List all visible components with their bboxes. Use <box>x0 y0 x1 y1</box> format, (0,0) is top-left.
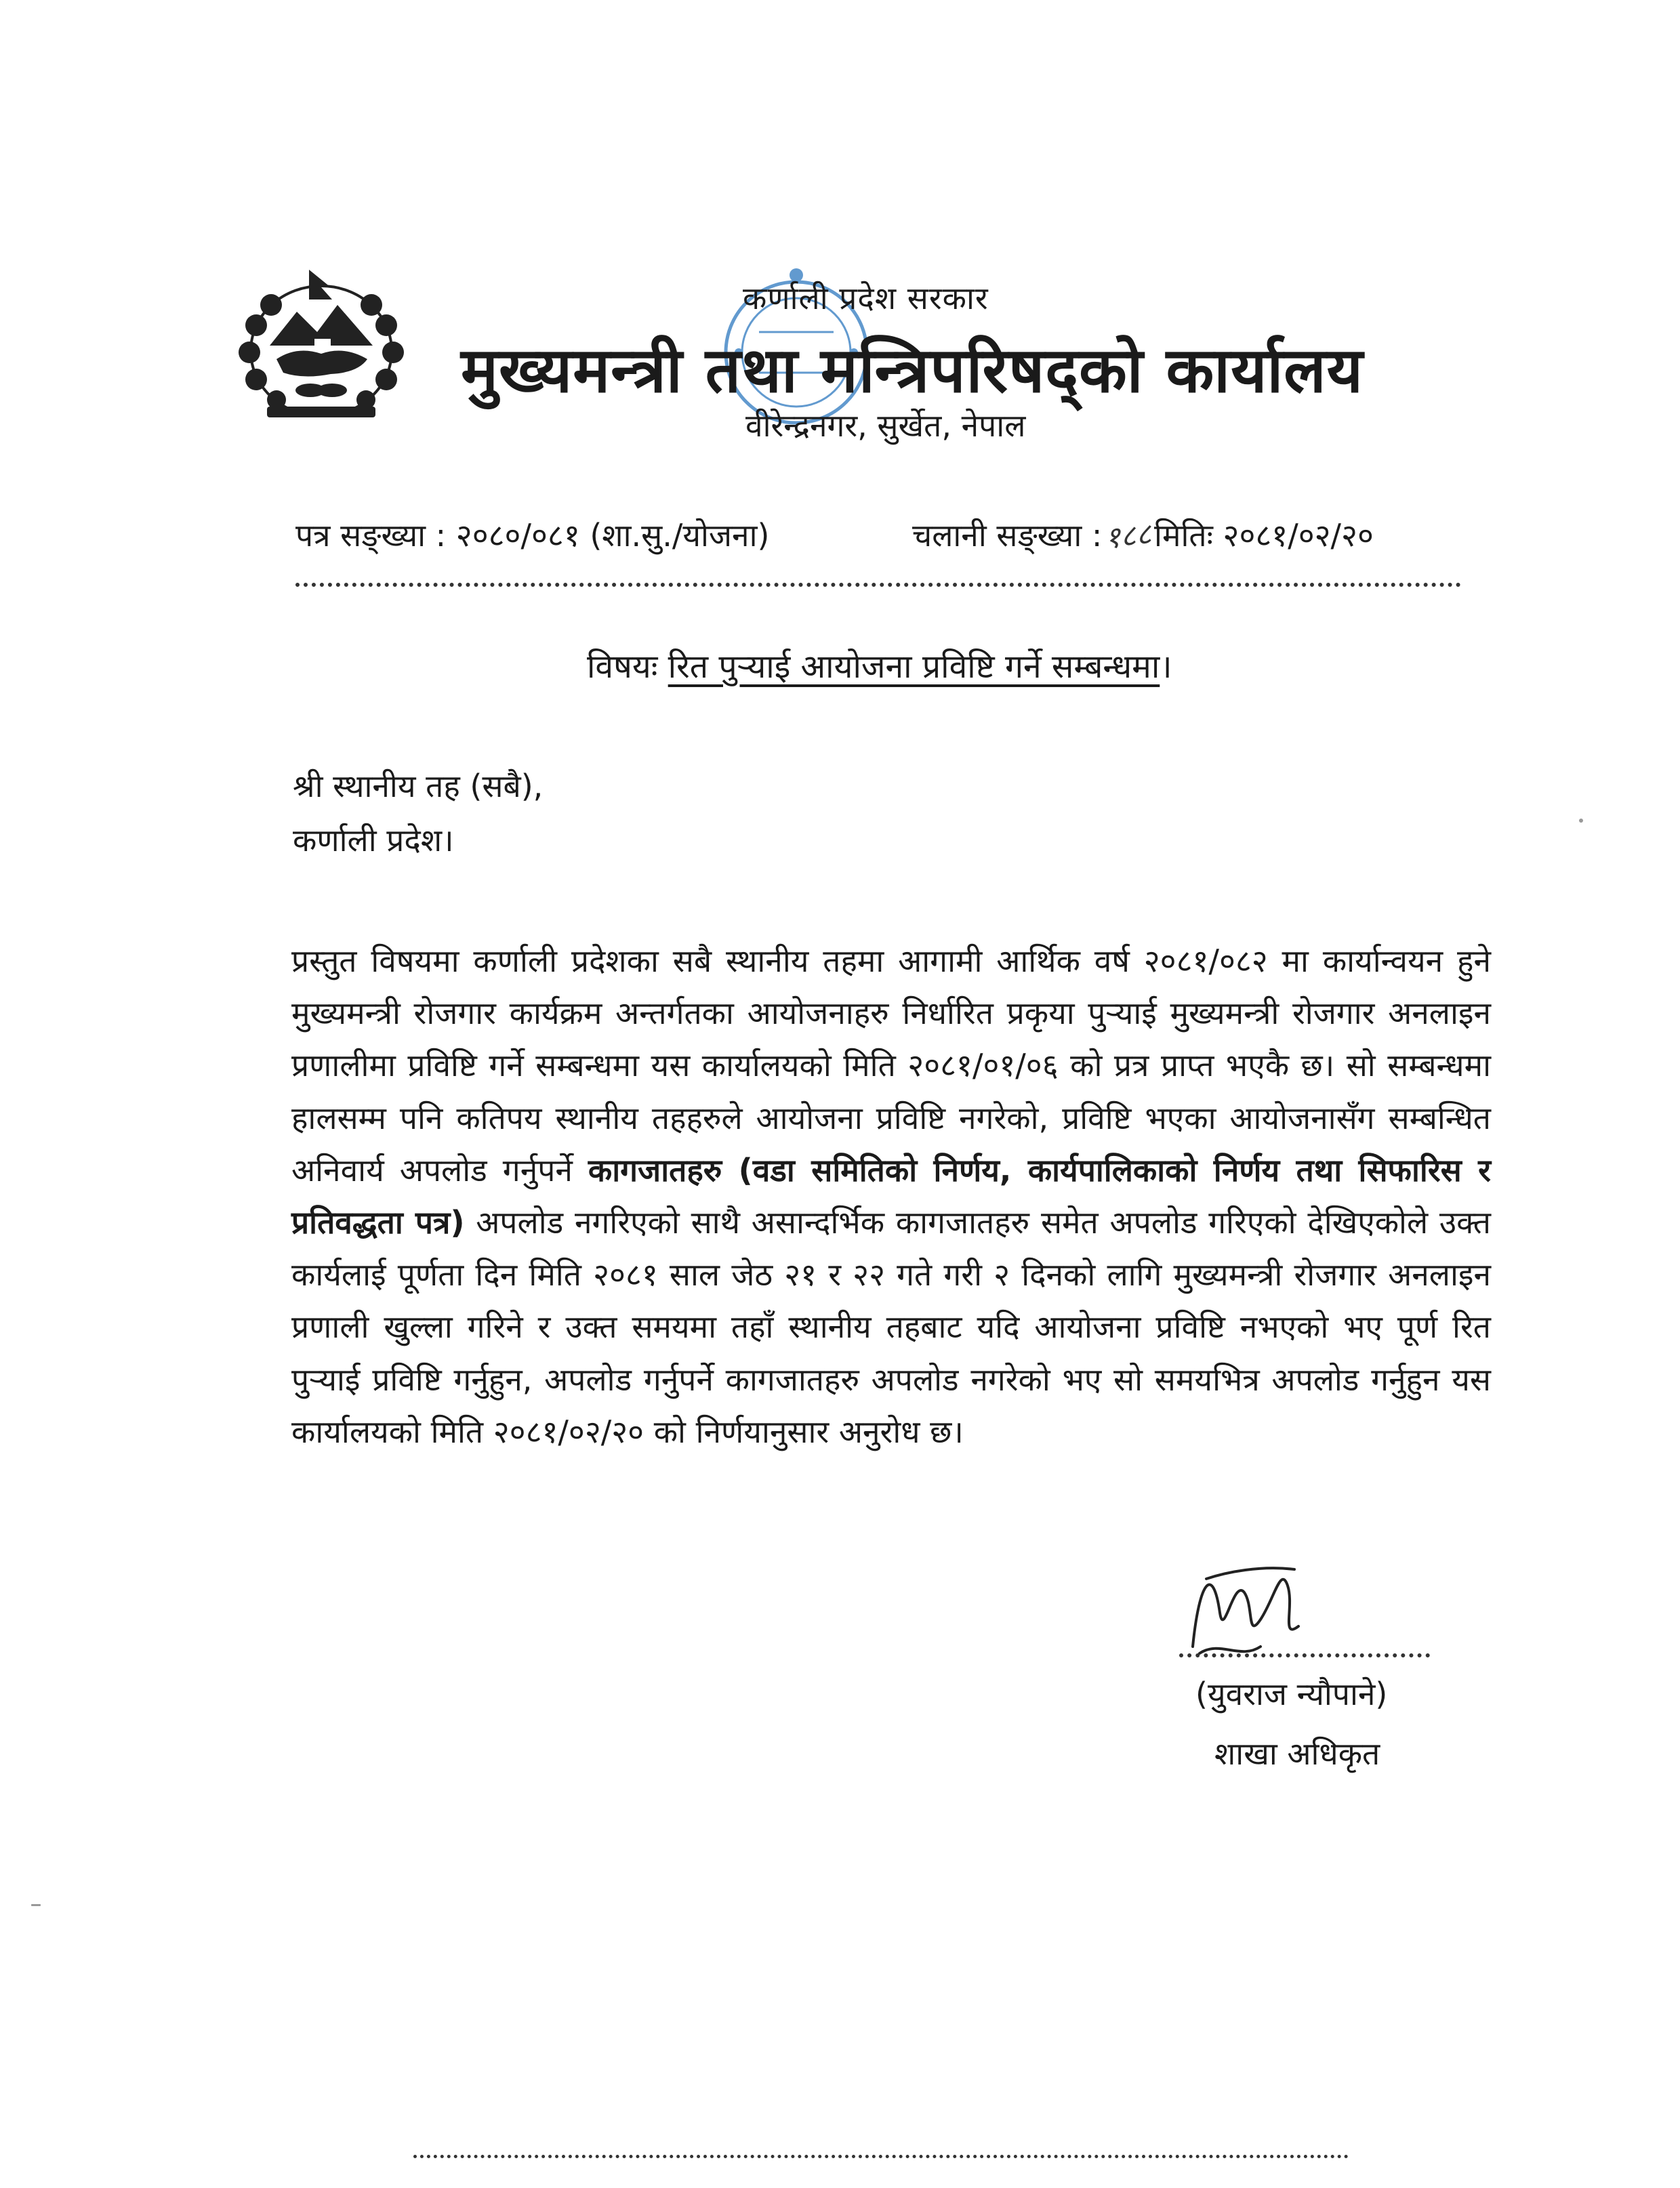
letter-number-value: २०८०/०८१ (शा.सु./योजना) <box>455 517 770 554</box>
body-part-2: अपलोड नगरिएको साथै असान्दर्भिक कागजातहरु समेत अपलोड गरिएको देखिएकोले उक्त कार्यलाई पूर्णता दिन मिति २०८१ साल जेठ २१ र २२ गते गरी २ दिनको लागि मुख्यमन्त्री रोजगार अनलाइन प्रणाली खुल्ला गरिने र उक्त समयमा तहाँ स्थानीय तहबाट यदि आयोजना प्रविष्टि नभएको भए पूर्ण रित पुऱ्याई प्रविष्टि गर्नुहुन, अपलोड गर्नुपर्ने कागजातहरु अपलोड नगरेको भए सो समयभित्र अपलोड गर्नुहुन यस कार्यालयको मिति २०८१/०२/२० को निर्णयानुसार अनुरोध छ। <box>291 1204 1491 1450</box>
dispatch-number-label: चलानी सङ्ख्या : <box>912 517 1103 554</box>
scan-speck <box>31 1904 41 1906</box>
body-part-1: प्रस्तुत विषयमा कर्णाली प्रदेशका सबै स्थानीय तहमा आगामी आर्थिक वर्ष २०८१/०८२ मा कार्यान्वयन हुने मुख्यमन्त्री रोजगार कार्यक्रम अन्तर्गतका आयोजनाहरु निर्धारित प्रकृया पुऱ्याई मुख्यमन्त्री रोजगार अनलाइन प्रणालीमा प्रविष्टि गर्ने सम्बन्धमा यस कार्यालयको मिति २०८१/०१/०६ को प्रत्र प्राप्त भएकै छ। सो सम्बन्धमा हालसम्म पनि कतिपय स्थानीय तहहरुले आयोजना प्रविष्टि नगरेको, प्रविष्टि भएका आयोजनासँग सम्बन्धित अनिवार्य अपलोड गर्नुपर्ने <box>291 943 1491 1189</box>
signatory-title: शाखा अधिकृत <box>1214 1735 1380 1772</box>
date-label: मितिः <box>1154 517 1213 554</box>
office-address: वीरेन्द्रनगर, सुर्खेत, नेपाल <box>745 407 1026 444</box>
scan-speck <box>1579 819 1583 823</box>
letter-number-label: पत्र सङ्ख्या : <box>295 517 447 554</box>
letter-body <box>291 935 1491 1458</box>
addressee <box>293 759 543 867</box>
date-value: २०८१/०२/२० <box>1223 517 1374 554</box>
addressee-line-2: कर्णाली प्रदेश। <box>293 822 454 859</box>
dispatch-and-date <box>912 514 1374 556</box>
subject-end: । <box>1160 648 1172 686</box>
signature-line <box>1179 1653 1430 1657</box>
reference-divider <box>295 583 1461 587</box>
addressee-line-1: श्री स्थानीय तह (सबै), <box>293 768 544 804</box>
footer-divider <box>413 2155 1349 2158</box>
subject-line <box>587 644 1172 688</box>
government-name: कर्णाली प्रदेश सरकार <box>743 280 989 316</box>
nepal-government-emblem-icon <box>229 264 413 427</box>
body-bold-documents: कागजातहरु (वडा समितिको निर्णय, कार्यपालिकाको निर्णय तथा सिफारिस र प्रतिवद्धता पत्र) <box>291 1151 1491 1241</box>
signatory-name: (युवराज न्यौपाने) <box>1195 1676 1388 1712</box>
letter-number <box>295 514 769 556</box>
dispatch-number-value: १८८ <box>1103 516 1153 556</box>
office-name: मुख्यमन्त्री तथा मन्त्रिपरिषद्को कार्यालय <box>461 334 1364 407</box>
subject-text: रित पुऱ्याई आयोजना प्रविष्टि गर्ने सम्बन्धमा <box>668 648 1160 686</box>
subject-label: विषयः <box>587 648 658 686</box>
